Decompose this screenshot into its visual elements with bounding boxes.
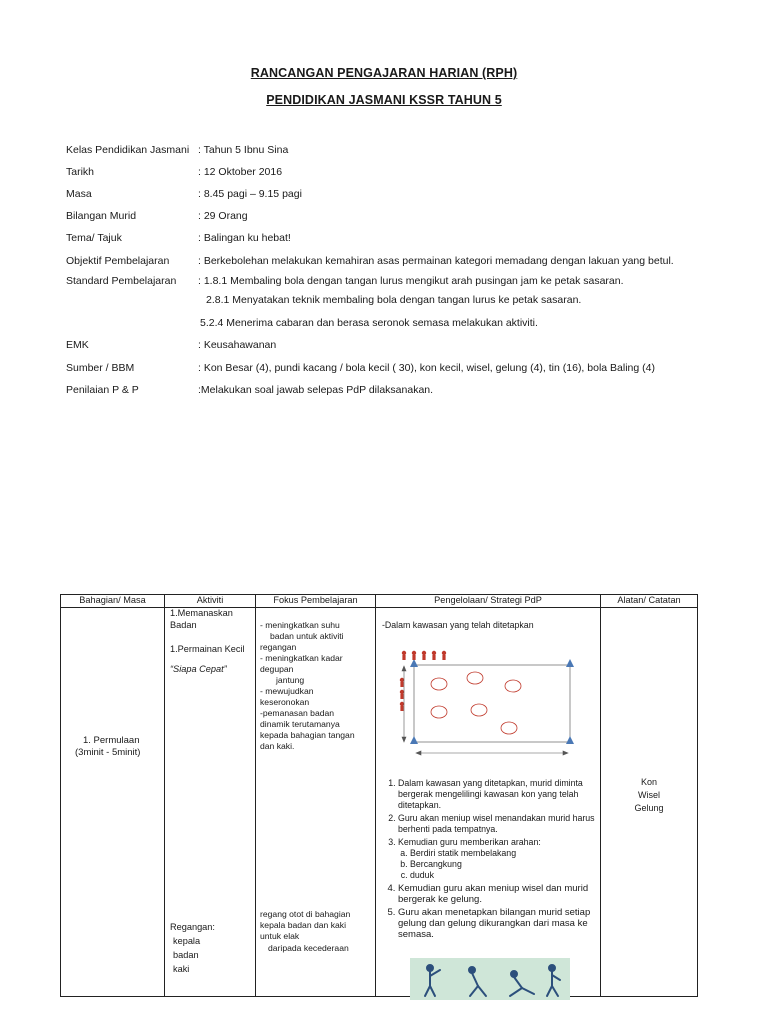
cell-bahagian bbox=[61, 608, 165, 997]
field-value-bilangan: : 29 Orang bbox=[198, 210, 248, 222]
list-item: 1. Dalam kawasan yang ditetapkan, murid diminta bergerak mengelilingi kawasan kon yang telah ditetapkan. bbox=[398, 778, 596, 811]
alatan-wisel: Wisel bbox=[638, 790, 660, 800]
fokus-line: jantung bbox=[276, 675, 305, 685]
field-value-objektif: : Berkebolehan melakukan kemahiran asas permainan kategori memadang dengan lakuan yang betul. bbox=[198, 255, 674, 267]
step-3-text: Kemudian guru memberikan arahan: bbox=[398, 837, 541, 847]
field-value-penilaian: :Melakukan soal jawab selepas PdP dilaksanakan. bbox=[198, 384, 434, 396]
field-value-emk: : Keusahawanan bbox=[198, 339, 277, 351]
cell-alatan bbox=[601, 608, 698, 997]
field-label-tarikh: Tarikh bbox=[66, 166, 95, 178]
students-side-icon bbox=[400, 678, 404, 711]
cone-icon bbox=[566, 659, 574, 667]
table-header-row bbox=[61, 595, 698, 608]
field-label-objektif: Objektif Pembelajaran bbox=[66, 255, 170, 267]
fokus-regangan-line: kepala badan dan kaki bbox=[260, 920, 347, 930]
aktiviti-1a: 1.Memanaskan bbox=[170, 608, 233, 618]
fokus-line: - meningkatkan suhu bbox=[260, 620, 340, 630]
header-strategi: Pengelolaan/ Strategi PdP bbox=[376, 595, 601, 608]
fokus-line: kepada bahagian tangan bbox=[260, 730, 355, 740]
list-item bbox=[398, 837, 596, 881]
cell-strategi bbox=[376, 608, 601, 997]
fokus-line: regangan bbox=[260, 642, 297, 652]
strategi-intro: -Dalam kawasan yang telah ditetapkan bbox=[382, 620, 534, 630]
header-alatan: Alatan/ Catatan bbox=[601, 595, 698, 608]
strategi-steps bbox=[380, 778, 596, 942]
field-boundary bbox=[414, 665, 570, 742]
regangan-badan: badan bbox=[173, 950, 199, 960]
stretching-illustration bbox=[410, 958, 570, 1000]
field-value-kelas: : Tahun 5 Ibnu Sina bbox=[198, 144, 289, 156]
standard-item-2: 2.8.1 Menyatakan teknik membaling bola dengan tangan lurus ke petak sasaran. bbox=[206, 294, 582, 306]
regangan-kaki: kaki bbox=[173, 964, 190, 974]
field-label-tema: Tema/ Tajuk bbox=[66, 232, 122, 244]
table-row bbox=[61, 608, 698, 997]
fokus-line: keseronokan bbox=[260, 697, 310, 707]
bahagian-title: 1. Permulaan bbox=[83, 735, 140, 746]
field-value-sumber: : Kon Besar (4), pundi kacang / bola kecil ( 30), kon kecil, wisel, gelung (4), tin (16), bola Baling (4) bbox=[198, 362, 655, 374]
document-title: RANCANGAN PENGAJARAN HARIAN (RPH) bbox=[250, 66, 518, 80]
fokus-line: dinamik terutamanya bbox=[260, 719, 340, 729]
field-label-masa: Masa bbox=[66, 188, 92, 200]
fokus-line: - meningkatkan kadar bbox=[260, 653, 343, 663]
students-top-icon bbox=[402, 651, 446, 660]
aktiviti-2: 1.Permainan Kecil bbox=[170, 644, 245, 654]
aktiviti-1b: Badan bbox=[170, 620, 197, 630]
regangan-kepala: kepala bbox=[173, 936, 201, 946]
field-label-penilaian: Penilaian P & P bbox=[66, 384, 139, 396]
field-value-tema: : Balingan ku hebat! bbox=[198, 232, 291, 244]
sub-item: c. duduk bbox=[410, 870, 596, 881]
fokus-line: badan untuk aktiviti bbox=[270, 631, 344, 641]
alatan-kon: Kon bbox=[640, 777, 657, 787]
cell-fokus bbox=[256, 608, 376, 997]
sub-item: b. Bercangkung bbox=[410, 859, 596, 870]
cell-aktiviti bbox=[165, 608, 256, 997]
cone-icon bbox=[410, 736, 418, 744]
header-fokus: Fokus Pembelajaran bbox=[256, 595, 376, 608]
lesson-table bbox=[60, 594, 698, 997]
hoop-icon bbox=[431, 672, 521, 734]
sub-item: a. Berdiri statik membelakang bbox=[410, 848, 596, 859]
field-value-tarikh: : 12 Oktober 2016 bbox=[198, 166, 283, 178]
regangan-label: Regangan: bbox=[170, 922, 215, 932]
fokus-regangan-line: untuk elak bbox=[260, 931, 300, 941]
field-label-sumber: Sumber / BBM bbox=[66, 362, 135, 374]
fokus-line: dan kaki. bbox=[260, 741, 295, 751]
header-aktiviti: Aktiviti bbox=[165, 595, 256, 608]
fokus-line: -pemanasan badan bbox=[260, 708, 335, 718]
document-subtitle: PENDIDIKAN JASMANI KSSR TAHUN 5 bbox=[266, 93, 502, 107]
bahagian-time: (3minit - 5minit) bbox=[75, 747, 141, 758]
list-item: 5. Guru akan menetapkan bilangan murid setiap gelung dan gelung dikurangkan dari masa ke semasa. bbox=[398, 907, 596, 940]
field-label-emk: EMK bbox=[66, 339, 89, 351]
fokus-line: - mewujudkan bbox=[260, 686, 314, 696]
list-item: 2. Guru akan meniup wisel menandakan murid harus berhenti pada tempatnya. bbox=[398, 813, 596, 835]
field-label-standard: Standard Pembelajaran bbox=[66, 275, 177, 287]
fokus-regangan-line: regang otot di bahagian bbox=[260, 909, 351, 919]
header-bahagian: Bahagian/ Masa bbox=[61, 595, 165, 608]
field-value-standard: : 1.8.1 Membaling bola dengan tangan lurus mengikut arah pusingan jam ke petak sasaran. bbox=[198, 275, 624, 287]
cone-icon bbox=[566, 736, 574, 744]
field-area-diagram bbox=[396, 640, 576, 758]
fokus-line: degupan bbox=[260, 664, 294, 674]
standard-item-3: 5.2.4 Menerima cabaran dan berasa seronok semasa melakukan aktiviti. bbox=[200, 317, 538, 329]
alatan-gelung: Gelung bbox=[634, 803, 664, 813]
field-label-kelas: Kelas Pendidikan Jasmani bbox=[66, 144, 190, 156]
field-label-bilangan: Bilangan Murid bbox=[66, 210, 137, 222]
aktiviti-game-name: “Siapa Cepat” bbox=[170, 664, 227, 674]
list-item: 4. Kemudian guru akan meniup wisel dan murid bergerak ke gelung. bbox=[398, 883, 596, 905]
field-value-masa: : 8.45 pagi – 9.15 pagi bbox=[198, 188, 302, 200]
fokus-regangan-line: daripada kecederaan bbox=[268, 943, 349, 953]
cone-icon bbox=[410, 659, 418, 667]
